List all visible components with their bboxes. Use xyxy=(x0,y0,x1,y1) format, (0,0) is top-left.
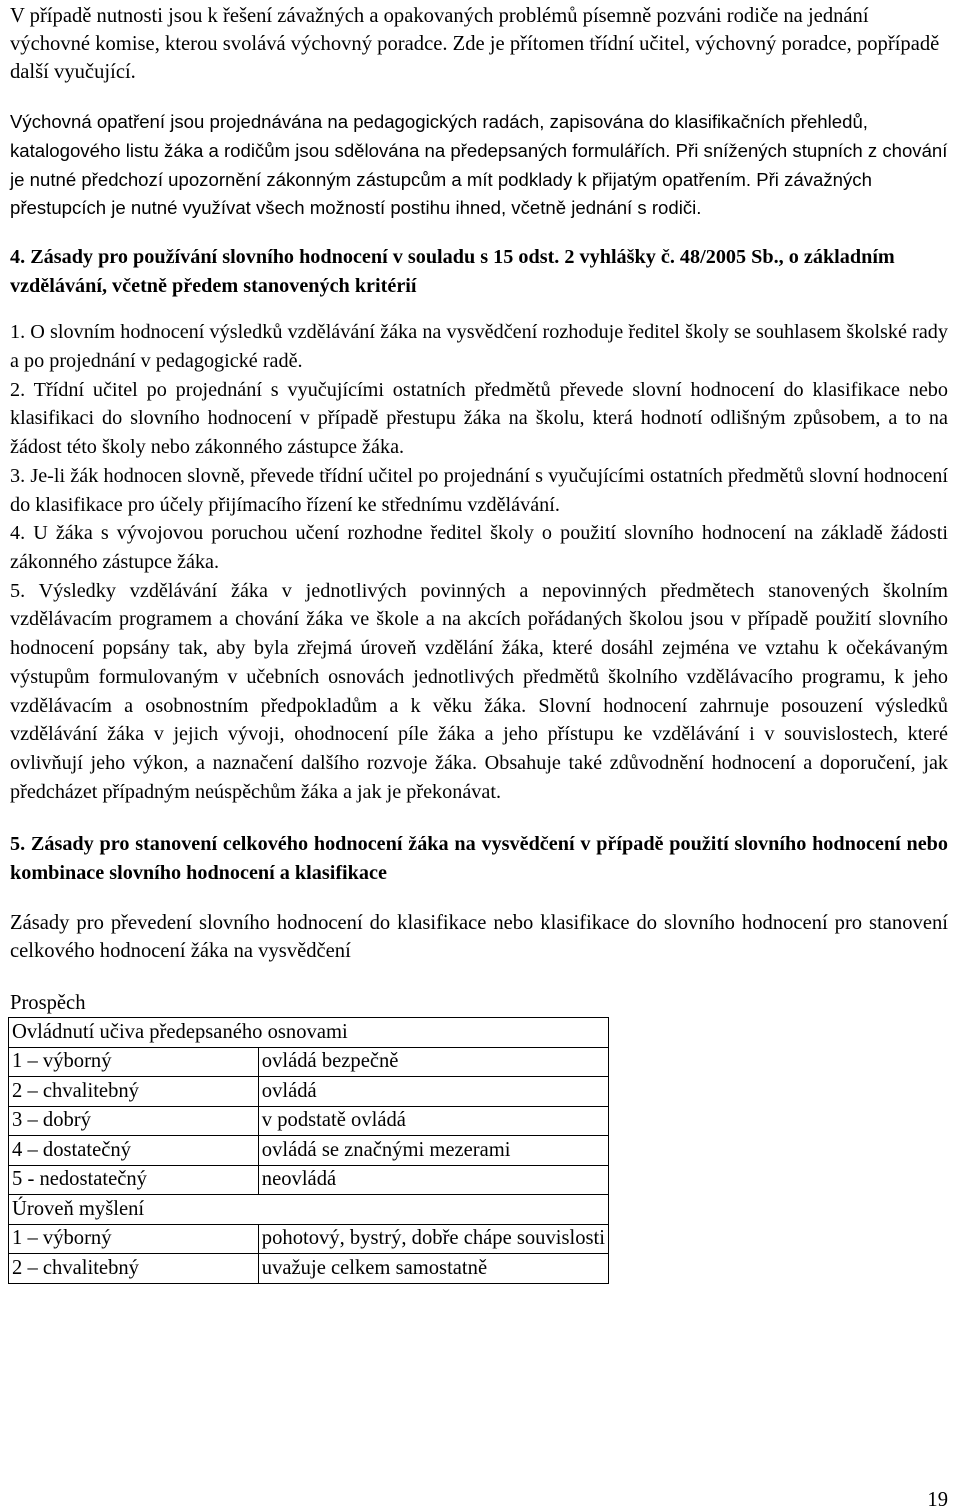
description-cell: uvažuje celkem samostatně xyxy=(258,1254,608,1284)
prospech-label: Prospěch xyxy=(10,992,86,1015)
grade-cell: 5 - nedostatečný xyxy=(9,1165,259,1195)
paragraph-commission: V případě nutnosti jsou k řešení závažných a opakovaných problémů písemně pozváni rodiče na jednání výchovné komise, kterou svolává výchovný poradce. Zde je přítomen třídní učitel, výchovný poradce, popřípadě další vyučující. xyxy=(10,5,940,83)
list-item: 4. U žáka s vývojovou poruchou učení rozhodne ředitel školy o použití slovního hodnocení na základě žádosti zákonného zástupce žáka. xyxy=(10,522,948,573)
list-item: 2. Třídní učitel po projednání s vyučujícími ostatních předmětů převede slovní hodnocení do klasifikace nebo klasifikaci do slovního hodnocení v případě přestupu žáka na školu, která hodnotí odlišným způsobem, a to na žádost této školy nebo zákonného zástupce žáka. xyxy=(10,378,948,459)
table-group-title: Ovládnutí učiva předepsaného osnovami xyxy=(9,1018,609,1048)
table-row xyxy=(9,1077,609,1107)
table-row xyxy=(9,1106,609,1136)
table-row xyxy=(9,1047,609,1077)
section-5-intro: Zásady pro převedení slovního hodnocení do klasifikace nebo klasifikace do slovního hodnocení pro stanovení celkového hodnocení žáka na vysvědčení xyxy=(10,911,948,963)
description-cell: ovládá xyxy=(258,1077,608,1107)
table-row xyxy=(9,1195,609,1225)
table-group-title: Úroveň myšlení xyxy=(9,1195,609,1225)
table-row xyxy=(9,1165,609,1195)
table-row xyxy=(9,1254,609,1284)
list-item: 1. O slovním hodnocení výsledků vzdělávání žáka na vysvědčení rozhoduje ředitel školy se souhlasem školské rady a po projednání v pedagogické radě. xyxy=(10,321,948,373)
grade-cell: 1 – výborný xyxy=(9,1224,259,1254)
table-row xyxy=(9,1018,609,1048)
page-number: 19 xyxy=(927,1489,948,1511)
paragraph-measures: Výchovná opatření jsou projednávána na pedagogických radách, zapisována do klasifikačních přehledů, katalogového listu žáka a rodičům jsou sdělována na předepsaných formulářích. Při snížených stupních z chování je nutné předchozí upozornění zákonným zástupcům a mít podklady k přijatým opatřením. Při závažných přestupcích je nutné využívat všech možností postihu ihned, včetně jednání s rodiči. xyxy=(10,111,948,219)
list-item: 3. Je-li žák hodnocen slovně, převede třídní učitel po projednání s vyučujícími ostatních předmětů slovní hodnocení do klasifikace pro účely přijímacího řízení ke střednímu vzdělávání. xyxy=(10,464,948,516)
grade-cell: 1 – výborný xyxy=(9,1047,259,1077)
section-4-list xyxy=(10,318,948,806)
description-cell: ovládá se značnými mezerami xyxy=(258,1136,608,1166)
description-cell: ovládá bezpečně xyxy=(258,1047,608,1077)
grade-cell: 4 – dostatečný xyxy=(9,1136,259,1166)
description-cell: neovládá xyxy=(258,1165,608,1195)
section-5-heading: 5. Zásady pro stanovení celkového hodnocení žáka na vysvědčení v případě použití slovního hodnocení nebo kombinace slovního hodnocení a klasifikace xyxy=(10,833,948,885)
description-cell: v podstatě ovládá xyxy=(258,1106,608,1136)
grade-cell: 2 – chvalitebný xyxy=(9,1254,259,1284)
section-4-heading: 4. Zásady pro používání slovního hodnocení v souladu s 15 odst. 2 vyhlášky č. 48/2005 Sb., o základním vzdělávání, včetně předem stanovených kritérií xyxy=(10,246,895,297)
table-row xyxy=(9,1224,609,1254)
grade-cell: 3 – dobrý xyxy=(9,1106,259,1136)
grade-cell: 2 – chvalitebný xyxy=(9,1077,259,1107)
description-cell: pohotový, bystrý, dobře chápe souvislosti xyxy=(258,1224,608,1254)
document-page xyxy=(10,0,948,1284)
grading-table xyxy=(8,1017,609,1284)
list-item: 5. Výsledky vzdělávání žáka v jednotlivých povinných a nepovinných předmětech stanovených školním vzdělávacím programem a chování žáka ve škole a na akcích pořádaných školou jsou v případě použití slovního hodnocení popsány tak, aby byla zřejmá úroveň vzdělání žáka, které dosáhl zejména ve vztahu k očekávaným výstupům formulovaným v učebních osnovách jednotlivých předmětů školního vzdělávacího programu, k jeho vzdělávacím a osobnostním předpokladům a k věku žáka. Slovní hodnocení zahrnuje posouzení výsledků vzdělávání žáka v jejich vývoji, ohodnocení píle žáka a jeho přístupu ke vzdělávání i v souvislostech, které ovlivňují jeho výkon, a naznačení dalšího rozvoje žáka. Obsahuje také zdůvodnění hodnocení a doporučení, jak předcházet případným neúspěchům žáka a jak je překonávat. xyxy=(10,579,948,803)
table-row xyxy=(9,1136,609,1166)
